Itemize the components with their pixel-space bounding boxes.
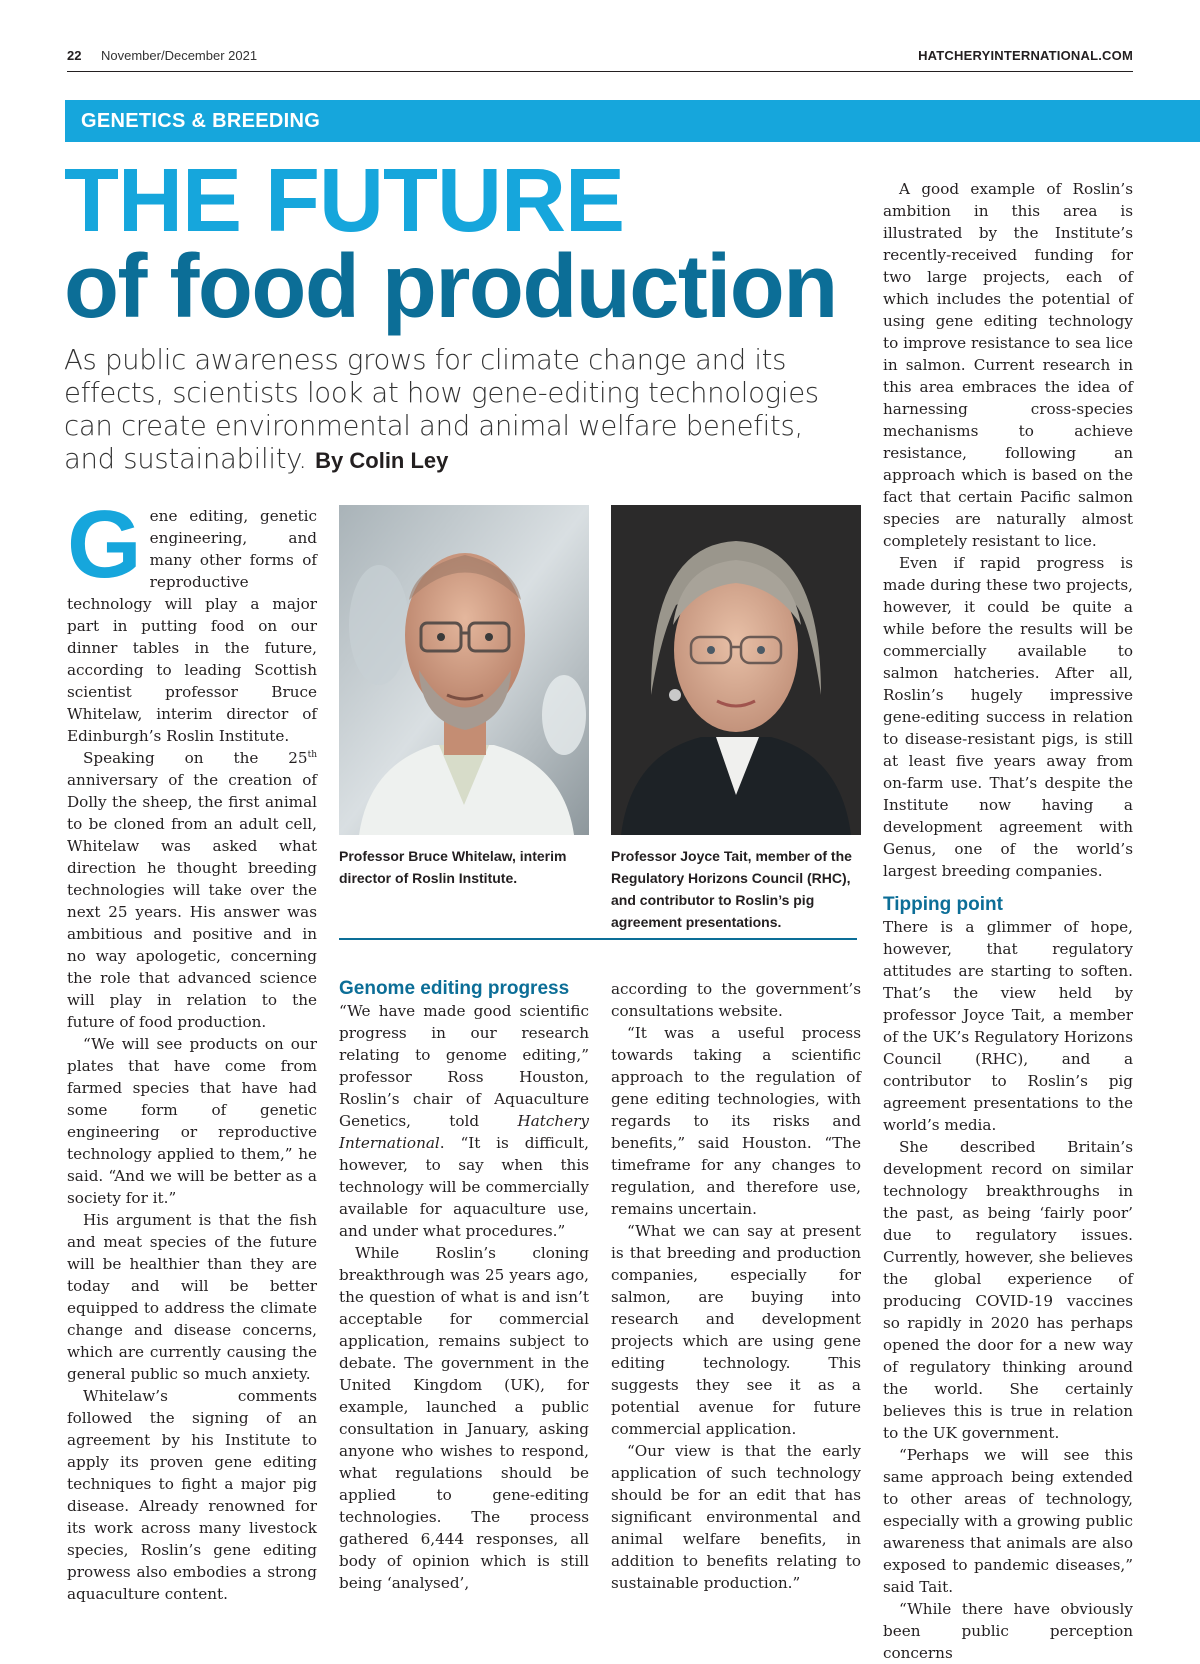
caption-whitelaw: Professor Bruce Whitelaw, interim director of Roslin Institute. <box>339 848 567 886</box>
page-number: 22 <box>67 48 82 63</box>
paragraph: She described Britain’s development record on similar technology breakthroughs in the past, as being ‘fairly poor’ due to regulatory issues. Currently, however, she believes the global experience of producing COVID-19 vaccines so rapidly in 2020 has perhaps opened the door for a new way of regulatory thinking around the world. She certainly believes this is true in relation to the UK government. <box>883 1138 1133 1442</box>
standfirst <box>64 344 854 476</box>
paragraph: Gene editing, genetic engineering, and many other forms of reproductive technology will play a major part in putting food on our dinner tables in the future, according to leading Scottish scientist professor Bruce Whitelaw, interim director of Edinburgh’s Roslin Institute. <box>67 491 317 745</box>
paragraph: “It was a useful process towards taking a scientific approach to the regulation of gene editing technologies, with regards to its risks and benefits,” said Houston. “The timeframe for any changes to regulation, and therefore use, remains uncertain. <box>611 1024 861 1218</box>
paragraph: His argument is that the fish and meat species of the future will be healthier than they are today and will be better equipped to address the climate change and disease concerns, which are currently causing the general public so much anxiety. <box>67 1211 317 1383</box>
paragraph: “Perhaps we will see this same approach being extended to other areas of technology, especially with a growing public awareness that animals are also exposed to pandemic diseases,” said Tait. <box>883 1446 1133 1596</box>
paragraph: Speaking on the 25th anniversary of the creation of Dolly the sheep, the first animal to be cloned from an adult cell, Whitelaw was asked what direction he thought breeding technologies will take over the next 25 years. His answer was ambitious and positive and in no way apologetic, concerning the role that advanced science will play in relation to the future of food production. <box>67 749 317 1031</box>
caption-divider <box>339 938 857 940</box>
article-column-1 <box>67 491 317 1605</box>
standfirst-text: As public awareness grows for climate change and its effects, scientists look at how gene-editing technologies can create environmental and animal welfare benefits, and sustainability. <box>64 344 819 475</box>
drop-cap: G <box>67 491 142 598</box>
subhead-tipping-point: Tipping point <box>883 894 1003 915</box>
paragraph: “What we can say at present is that breeding and production companies, especially for salmon, are buying into research and development projects which are using gene editing technology. This suggests they see it as a potential avenue for future commercial application. <box>611 1222 861 1438</box>
paragraph: While Roslin’s cloning breakthrough was 25 years ago, the question of what is and isn’t acceptable for commercial application, remains subject to debate. The government in the United Kingdom (UK), for example, launched a public consultation in January, asking anyone who wishes to respond, what regulations should be applied to gene-editing technologies. The process gathered 6,444 responses, all body of opinion which is still being ‘analysed’, <box>339 1244 589 1592</box>
paragraph: A good example of Roslin’s ambition in this area is illustrated by the Institute’s recently-received funding for two large projects, each of which includes the potential of using gene editing technology to improve resistance to sea lice in salmon. Current research in this area embraces the idea of harnessing cross-species mechanisms to achieve resistance, following an approach which is based on the fact that certain Pacific salmon species are naturally almost completely resistant to lice. <box>883 180 1133 550</box>
paragraph: “While there have obviously been public perception concerns <box>883 1600 1133 1662</box>
headline-line-1: THE FUTURE <box>64 151 624 251</box>
paragraph: Whitelaw’s comments followed the signing of an agreement by his Institute to apply its proven gene editing techniques to fight a major pig disease. Already renowned for its work across many livestock species, Roslin’s gene editing prowess also embodies a strong aquaculture content. <box>67 1387 317 1603</box>
paragraph: There is a glimmer of hope, however, that regulatory attitudes are starting to soften. That’s the view held by professor Joyce Tait, a member of the UK’s Regulatory Horizons Council (RHC), and a contributor to Roslin’s pig agreement presentations to the world’s media. <box>883 918 1133 1134</box>
headline-line-2: of food production <box>64 237 837 337</box>
paragraph: “Our view is that the early application of such technology should be for an edit that has significant environmental and animal welfare benefits, in addition to benefits relating to sustainable production.” <box>611 1442 861 1592</box>
running-header <box>67 44 1133 72</box>
issue-date: November/December 2021 <box>101 48 258 63</box>
paragraph: according to the government’s consultations website. <box>611 980 861 1020</box>
subhead-genome-editing: Genome editing progress <box>339 978 570 999</box>
section-banner <box>65 100 1200 142</box>
site-url[interactable]: HATCHERYINTERNATIONAL.COM <box>918 48 1133 63</box>
article-column-3 <box>611 978 861 1594</box>
paragraph: “We have made good scientific progress in our research relating to genome editing,” professor Ross Houston, Roslin’s chair of Aquaculture Genetics, told Hatchery International. “It is difficult, however, to say when this technology will be commercially available for aquaculture use, and under what procedures.” <box>339 1002 589 1240</box>
byline: By Colin Ley <box>315 448 449 473</box>
caption-tait: Professor Joyce Tait, member of the Regulatory Horizons Council (RHC), and contributor to Roslin’s pig agreement presentations. <box>611 848 852 930</box>
paragraph: “We will see products on our plates that have come from farmed species that have had some form of genetic engineering or reproductive technology applied to them,” he said. “And we will be better as a society for it.” <box>67 1035 317 1207</box>
photo-bruce-whitelaw <box>339 505 589 835</box>
paragraph: Even if rapid progress is made during these two projects, however, it could be quite a while before the results will be commercially available to salmon hatcheries. After all, Roslin’s hugely impressive gene-editing success in relation to disease-resistant pigs, is still at least five years away from on-farm use. That’s despite the Institute now having a development agreement with Genus, one of the world’s largest breeding companies. <box>883 554 1133 880</box>
article-column-4 <box>883 178 1133 1664</box>
photo-joyce-tait <box>611 505 861 835</box>
article-column-2 <box>339 976 589 1594</box>
headline <box>64 151 837 337</box>
section-label: GENETICS & BREEDING <box>81 110 321 132</box>
